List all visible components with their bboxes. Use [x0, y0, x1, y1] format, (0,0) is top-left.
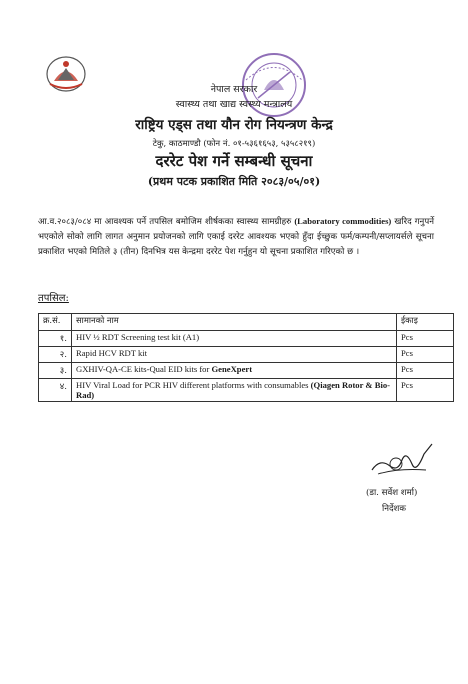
row-unit: Pcs — [397, 379, 454, 402]
row-unit: Pcs — [397, 331, 454, 347]
row-item-text: HIV ½ RDT Screening test kit (A1) — [76, 332, 200, 342]
row-item — [72, 363, 397, 379]
notice-body-text: आ.व.२०८३/०८४ मा आवश्यक पर्ने तपसिल बमोजिम शीर्षकका स्वास्थ्य सामग्रीहरु — [38, 217, 295, 227]
table-row — [39, 347, 454, 363]
items-table — [38, 313, 454, 402]
table-row — [39, 379, 454, 402]
row-item-text: HIV Viral Load for PCR HIV different platforms with consumables — [76, 380, 311, 390]
notice-body-bold: (Laboratory commodities) — [294, 216, 392, 226]
signatory-designation: निर्देशक — [382, 504, 407, 514]
row-item — [72, 379, 397, 402]
centre-address: टेकु, काठमाण्डौ (फोन नं. ०१-५३६१६५३, ५३५८२१९) — [152, 139, 316, 149]
row-item-text: GXHIV-QA-CE kits-Qual EID kits for — [76, 364, 212, 374]
details-heading: तपसिल: — [38, 293, 69, 304]
notice-title: दररेट पेश गर्ने सम्बन्धी सूचना — [155, 152, 313, 170]
row-item-bold: (Qiagen Rotor & Bio-Rad) — [76, 380, 390, 400]
table-header-row — [39, 314, 454, 331]
header-sn: क्र.सं. — [39, 314, 72, 331]
table-row — [39, 331, 454, 347]
row-item — [72, 331, 397, 347]
row-sn: २. — [39, 347, 72, 363]
ministry-name: स्वास्थ्य तथा खाद्य स्वस्थ्य मन्त्रालय — [175, 99, 293, 110]
row-sn: १. — [39, 331, 72, 347]
row-unit: Pcs — [397, 347, 454, 363]
row-sn: ४. — [39, 379, 72, 402]
government-name: नेपाल सरकार — [210, 84, 258, 95]
centre-name: राष्ट्रिय एड्स तथा यौन रोग नियन्त्रण केन्द्र — [135, 117, 333, 133]
signatory-name: (डा. सर्वेश शर्मा) — [366, 488, 418, 498]
row-item — [72, 347, 397, 363]
notice-body — [38, 214, 434, 260]
row-item-bold: GeneXpert — [211, 364, 253, 374]
row-sn: ३. — [39, 363, 72, 379]
row-unit: Pcs — [397, 363, 454, 379]
signature-icon — [368, 440, 438, 480]
row-item-text: Rapid HCV RDT kit — [76, 348, 148, 358]
header-item: सामानको नाम — [72, 314, 397, 331]
notice-publish-date: (प्रथम पटक प्रकाशित मिति २०८३/०५/०१) — [147, 175, 321, 188]
table-row — [39, 363, 454, 379]
header-unit: ईकाइ — [397, 314, 454, 331]
notice-body-text-cont: खरिद गनुपर्ने भएकोले सोको लागि लागत अनुमान प्रयोजनको लागि एकाई दररेट आवश्यक भएको हुँदा ईच्छुक फर्म/कम्पनी/सप्लायर्सले सूचना प्रकाशित भएको मितिले ३ (तीन) दिनभित्र यस केन्द्रमा दररेट पेश गर्नुहुन यो सूचना प्रकाशित गरिएको छ । — [38, 217, 434, 257]
